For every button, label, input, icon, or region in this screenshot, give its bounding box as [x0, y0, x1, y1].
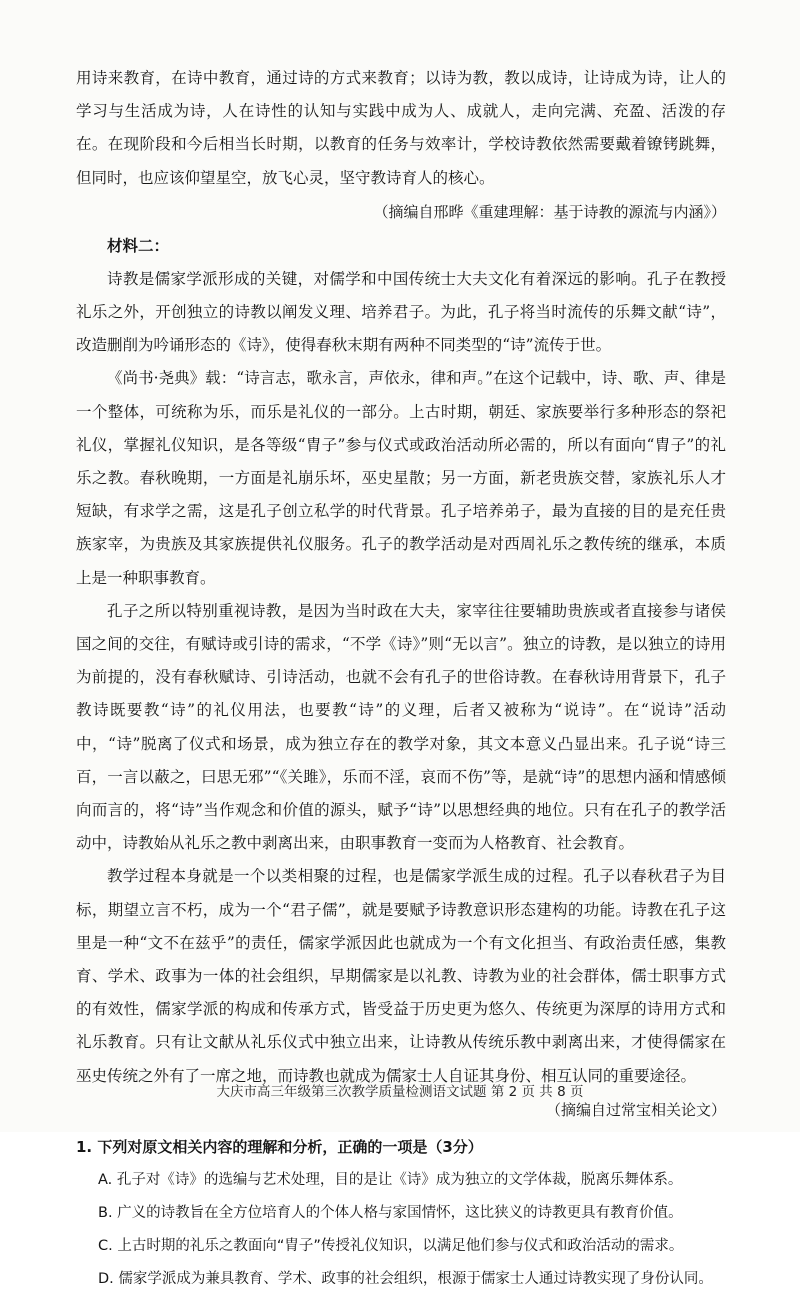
material2-heading: 材料二：	[107, 235, 170, 255]
material2-source: （摘编自过常宝相关论文）	[545, 1100, 726, 1119]
material2-paragraph: 《尚书·尧典》载：“诗言志，歌永言，声依永，律和声。”在这个记载中，诗、歌、声、律是一个整体，可统称为乐，而乐是礼仪的一部分。上古时期，朝廷、家族要举行多种形态的祭祀礼仪，掌握礼仪知识，是各等级“胄子”参与仪式或政治活动所必需的，所以有面向“胄子”的礼乐之教。春秋晚期，一方面是礼崩乐坏，巫史星散；另一方面，新老贵族交替，家族礼乐人才短缺，有求学之需，这是孔子创立私学的时代背景。孔子培养弟子，最为直接的目的是充任贵族家宰，为贵族及其家族提供礼仪服务。孔子的教学活动是对西周礼乐之教传统的继承，本质上是一种职事教育。	[76, 369, 726, 587]
option-c: C. 上古时期的礼乐之教面向“胄子”传授礼仪知识，以满足他们参与仪式和政治活动的需求。	[98, 1237, 684, 1254]
question-1-stem: 1. 下列对原文相关内容的理解和分析，正确的一项是（3分）	[76, 1137, 483, 1156]
material2-paragraph: 诗教是儒家学派形成的关键，对儒学和中国传统士大夫文化有着深远的影响。孔子在教授礼乐之外，开创独立的诗教以阐发义理、培养君子。为此，孔子将当时流传的乐舞文献“诗”，改造删削为吟诵形态的《诗》，使得春秋末期有两种不同类型的“诗”流传于世。	[76, 269, 726, 355]
option-d: D. 儒家学派成为兼具教育、学术、政事的社会组织，根源于儒家士人通过诗教实现了身份认同。	[98, 1270, 713, 1287]
material2-paragraph: 孔子之所以特别重视诗教，是因为当时政在大夫，家宰往往要辅助贵族或者直接参与诸侯国之间的交往，有赋诗或引诗的需求，“不学《诗》”则“无以言”。独立的诗教，是以独立的诗用为前提的，没有春秋赋诗、引诗活动，也就不会有孔子的世俗诗教。在春秋诗用背景下，孔子教诗既要教“诗”的礼仪用法，也要教“诗”的义理，后者又被称为“说诗”。在“说诗”活动中，“诗”脱离了仪式和场景，成为独立存在的教学对象，其文本意义凸显出来。孔子说“诗三百，一言以蔽之，曰思无邪”“《关雎》，乐而不淫，哀而不伤”等，是就“诗”的思想内涵和情感倾向而言的，将“诗”当作观念和价值的源头，赋予“诗”以思想经典的地位。只有在孔子的教学活动中，诗教始从礼乐之教中剥离出来，由职事教育一变而为人格教育、社会教育。	[76, 601, 726, 853]
material1-continuation: 用诗来教育，在诗中教育，通过诗的方式来教育；以诗为教，教以成诗，让诗成为诗，让人的学习与生活成为诗，人在诗性的认知与实践中成为人、成就人，走向完满、充盈、活泼的存在。在现阶段和今后相当长时期，以教育的任务与效率计，学校诗教依然需要戴着镣铐跳舞，但同时，也应该仰望星空，放飞心灵，坚守教诗育人的核心。	[76, 69, 726, 187]
question-1-options	[76, 1164, 726, 1296]
option-a: A. 孔子对《诗》的选编与艺术处理，目的是让《诗》成为独立的文学体裁，脱离乐舞体系。	[98, 1171, 683, 1188]
page-footer: 大庆市高三年级第三次教学质量检测语文试题 第 2 页 共 8 页	[216, 1084, 584, 1100]
material2-paragraph: 教学过程本身就是一个以类相聚的过程，也是儒家学派生成的过程。孔子以春秋君子为目标，期望立言不朽，成为一个“君子儒”，就是要赋予诗教意识形态建构的功能。诗教在孔子这里是一种“文不在兹乎”的责任，儒家学派因此也就成为一个有文化担当、有政治责任感，集教育、学术、政事为一体的社会组织，早期儒家是以礼教、诗教为业的社会群体，儒士职事方式的有效性，儒家学派的构成和传承方式，皆受益于历史更为悠久、传统更为深厚的诗用方式和礼乐教育。只有让文献从礼乐仪式中独立出来，让诗教从传统乐教中剥离出来，才使得儒家在巫史传统之外有了一席之地，而诗教也就成为儒家士人自证其身份、相互认同的重要途径。	[76, 867, 726, 1085]
material1-source: （摘编自邢晔《重建理解：基于诗教的源流与内涵》）	[373, 202, 726, 221]
page-content	[76, 62, 726, 1296]
option-b: B. 广义的诗教旨在全方位培育人的个体人格与家国情怀，这比狭义的诗教更具有教育价值。	[98, 1204, 683, 1221]
